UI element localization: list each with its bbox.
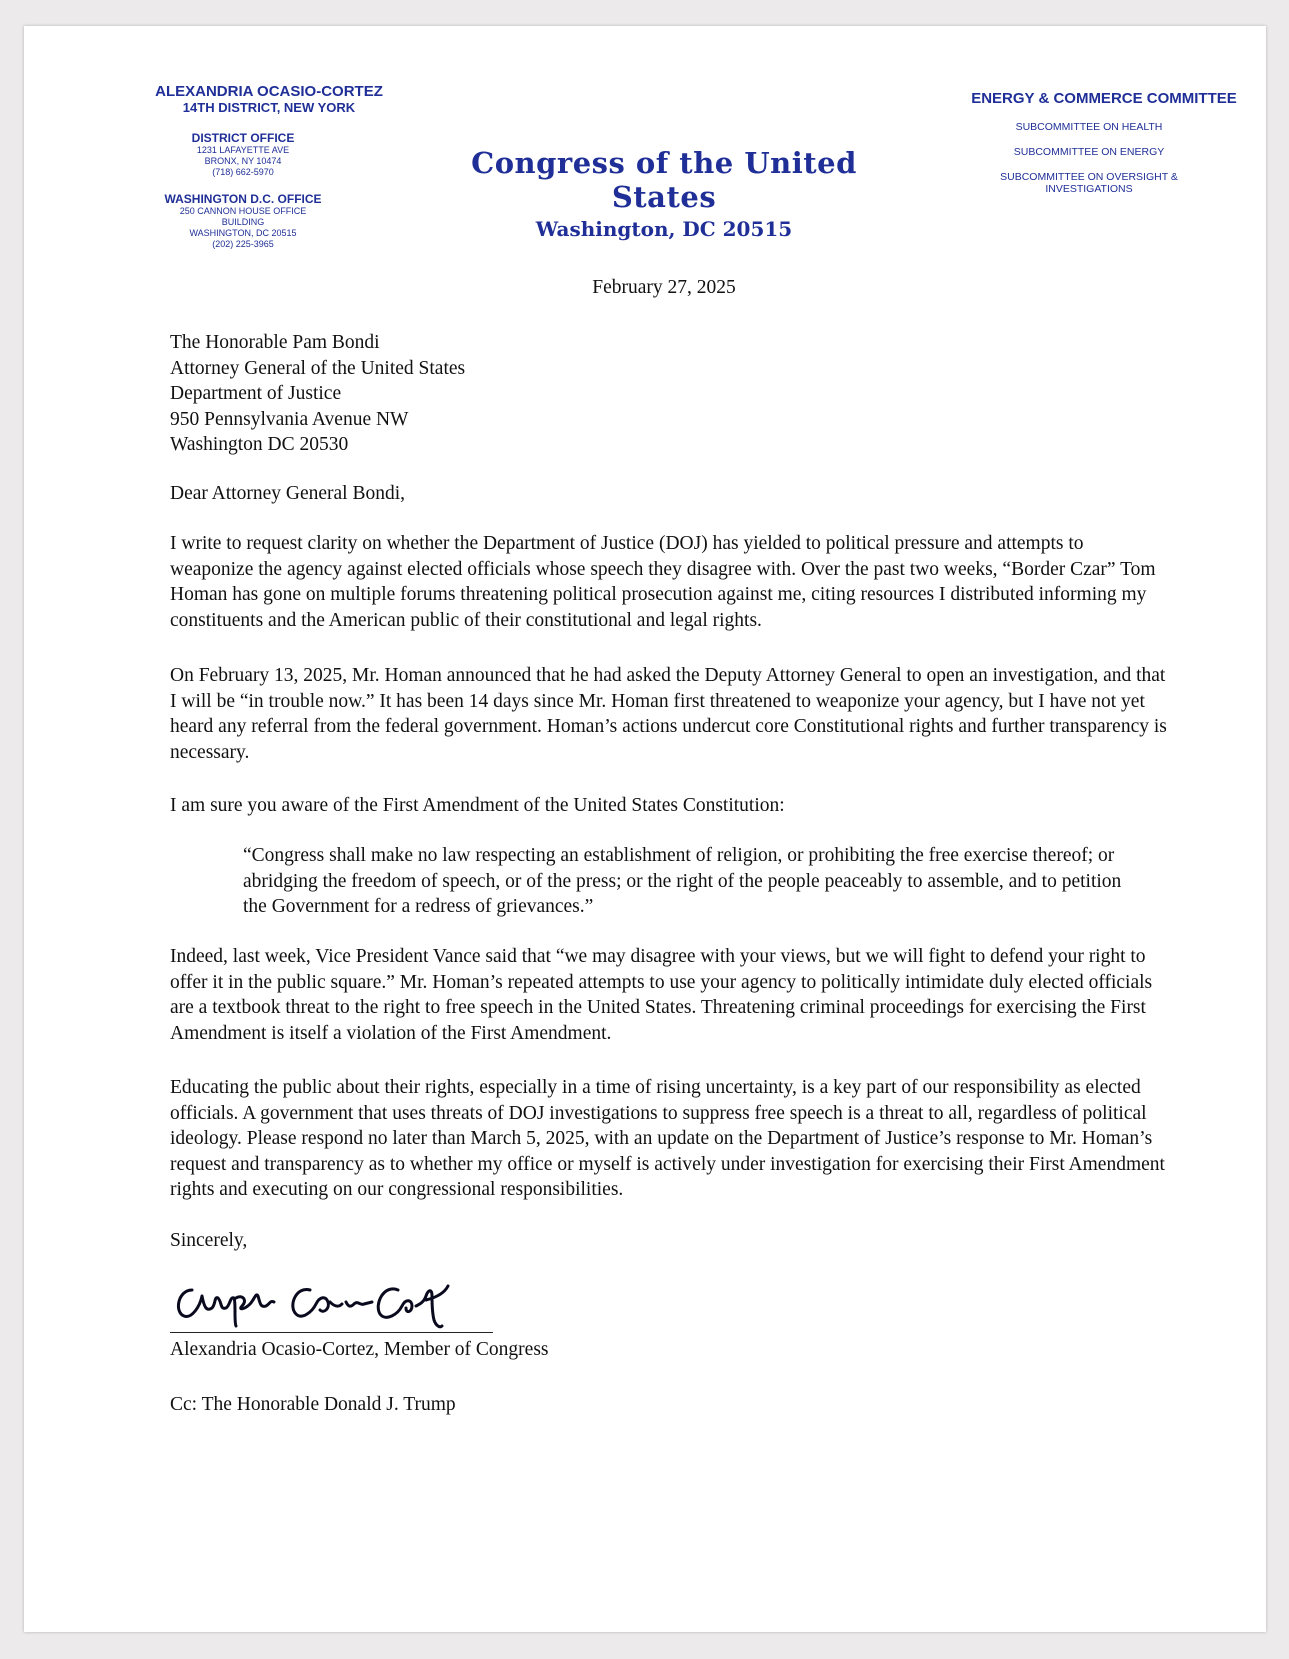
- subcommittee-item: SUBCOMMITTEE ON ENERGY: [1013, 146, 1165, 158]
- body-paragraph: On February 13, 2025, Mr. Homan announced that he had asked the Deputy Attorney General to open an investigation, and that I will be “in trouble now.” It has been 14 days since Mr. Homan first threatened to weaponize your agency, but I have not yet heard any referral from the federal government. Homan’s actions undercut core Constitutional rights and further transparency is necessary.: [170, 665, 1167, 763]
- congress-letterhead: [424, 146, 904, 242]
- dc-office-address-line: 250 CANNON HOUSE OFFICE: [179, 206, 307, 216]
- dc-office-block: [119, 192, 419, 250]
- signer-name: Alexandria Ocasio-Cortez, Member of Congress: [170, 1339, 549, 1360]
- body-paragraph: Educating the public about their rights, especially in a time of rising uncertainty, is a key part of our responsibility as elected officials. A government that uses threats of DOJ investigations to suppress free speech is a threat to all, regardless of political ideology. Please respond no later than March 5, 2025, with an update on the Department of Justice’s response to Mr. Homan’s request and transparency as to whether my office or myself is actively under investigation for exercising their First Amendment rights and executing on our congressional responsibilities.: [170, 1077, 1165, 1200]
- recipient-line: Washington DC 20530: [170, 434, 349, 455]
- first-amendment-quote: “Congress shall make no law respecting an establishment of religion, or prohibiting the free exercise thereof; or abridging the freedom of speech, or of the press; or the right of the people peaceably to assemble, and to petition the Government for a redress of grievances.”: [243, 845, 1122, 917]
- dc-office-address-line: BUILDING: [221, 217, 265, 227]
- member-letterhead: [119, 83, 419, 250]
- dc-office-title: WASHINGTON D.C. OFFICE: [164, 192, 322, 206]
- recipient-line: Department of Justice: [170, 383, 342, 404]
- district-office-phone: (718) 662-5970: [212, 167, 274, 177]
- committee-letterhead: [959, 90, 1249, 195]
- member-district: 14TH DISTRICT, NEW YORK: [182, 100, 356, 115]
- letter-page: [24, 26, 1266, 1632]
- congress-city: Washington, DC 20515: [535, 217, 793, 241]
- recipient-line: Attorney General of the United States: [170, 357, 466, 379]
- recipient-line: 950 Pennsylvania Avenue NW: [170, 408, 409, 430]
- closing: Sincerely,: [170, 1230, 248, 1251]
- signature-image: [170, 1266, 500, 1332]
- salutation: Dear Attorney General Bondi,: [170, 483, 406, 504]
- congress-title: Congress of the United States: [471, 146, 857, 214]
- district-office-block: [119, 131, 419, 178]
- committee-name: ENERGY & COMMERCE COMMITTEE: [971, 90, 1237, 107]
- cc-line: Cc: The Honorable Donald J. Trump: [170, 1394, 456, 1415]
- letter-date: February 27, 2025: [592, 277, 736, 298]
- district-office-address-line: 1231 LAFAYETTE AVE: [196, 145, 290, 155]
- district-office-title: DISTRICT OFFICE: [191, 131, 295, 145]
- dc-office-address-line: WASHINGTON, DC 20515: [189, 228, 297, 238]
- subcommittee-item: SUBCOMMITTEE ON HEALTH: [1015, 121, 1163, 133]
- body-paragraph: I write to request clarity on whether the Department of Justice (DOJ) has yielded to political pressure and attempts to weaponize the agency against elected officials whose speech they disagree with. Over the past two weeks, “Border Czar” Tom Homan has gone on multiple forums threatening political prosecution against me, citing resources I distributed informing my constituents and the American public of their constitutional and legal rights.: [170, 533, 1156, 631]
- signature-line: [170, 1332, 493, 1333]
- body-paragraph: I am sure you aware of the First Amendment of the United States Constitution:: [170, 795, 785, 816]
- body-paragraph: Indeed, last week, Vice President Vance said that “we may disagree with your views, but we will fight to defend your right to offer it in the public square.” Mr. Homan’s repeated attempts to use your agency to politically intimidate duly elected officials are a textbook threat to the right to free speech in the United States. Threatening criminal proceedings for exercising the First Amendment is itself a violation of the First Amendment.: [170, 946, 1153, 1044]
- dc-office-phone: (202) 225-3965: [212, 239, 274, 249]
- recipient-line: The Honorable Pam Bondi: [170, 332, 380, 353]
- recipient-address: [170, 330, 465, 458]
- subcommittee-item: SUBCOMMITTEE ON OVERSIGHT & INVESTIGATIONS: [1000, 171, 1178, 195]
- member-name: ALEXANDRIA OCASIO-CORTEZ: [155, 83, 383, 100]
- district-office-address-line: BRONX, NY 10474: [204, 156, 282, 166]
